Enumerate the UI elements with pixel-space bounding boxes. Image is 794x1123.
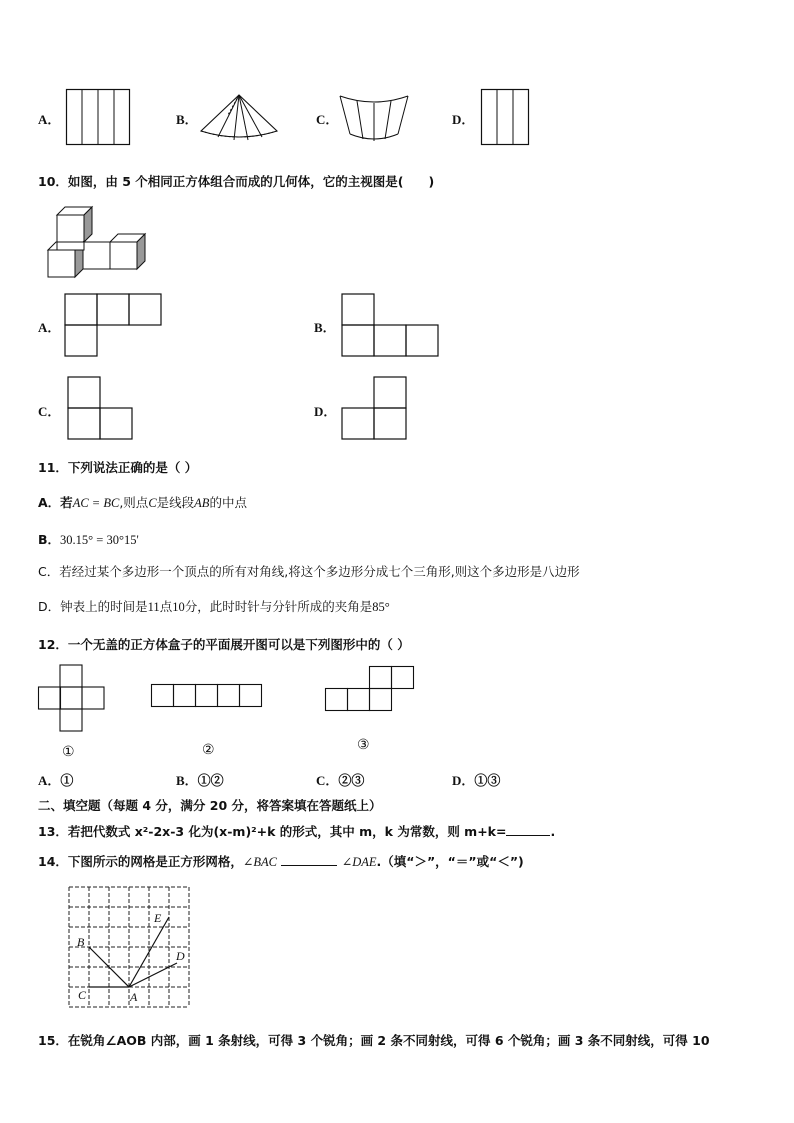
q11-a-point-c: C: [148, 496, 157, 510]
section-2-heading: 二、填空题（每题 4 分，满分 20 分，将答案填在答题纸上）: [38, 798, 382, 813]
q11-a-post: 的中点: [209, 495, 247, 510]
q14-grid-figure: [68, 886, 190, 1010]
q13-stem: 13．若把代数式 x²-2x-3 化为(x-m)²+k 的形式，其中 m，k 为常数，则 m+k=: [38, 824, 507, 839]
q12-figure-3-label: ③: [357, 738, 370, 753]
q9-option-d-label: D．: [452, 112, 475, 127]
q12-option-b: B．①②: [176, 773, 224, 788]
q14-label-a: A: [130, 990, 138, 1004]
q11-a-mid: ,则点: [119, 495, 149, 510]
q11-option-d: [38, 597, 390, 615]
q11-d-minute: 10: [172, 600, 185, 614]
q14-angle-bac: ∠BAC: [242, 855, 277, 869]
q14-answer-blank[interactable]: [281, 853, 337, 866]
q11-option-c: C．若经过某个多边形一个顶点的所有对角线,将这个多边形分成七个三角形,则这个多边形是八边形: [38, 564, 580, 579]
q14-angle-dae: ∠DAE: [341, 855, 377, 869]
q11-a-segment: AB: [194, 496, 210, 510]
q12-net-figure-2: [151, 684, 265, 708]
q12-stem: 12．一个无盖的正方体盒子的平面展开图可以是下列图形中的（ ）: [38, 637, 410, 652]
q9-option-c-label: C．: [316, 112, 339, 127]
q13-post: .: [550, 824, 556, 839]
q14-label-b: B: [77, 935, 85, 949]
q11-a-equation: AC = BC: [72, 496, 120, 510]
q11-a-mid2: 是线段: [156, 495, 195, 510]
q10-figure-d: [341, 376, 409, 440]
q9-figure-c-annulus-sector: [338, 90, 410, 144]
q10-figure-c: [67, 376, 135, 440]
q13-question: [38, 822, 555, 840]
q12-figure-2-label: ②: [202, 743, 215, 758]
q14-label-c: C: [78, 988, 87, 1002]
q11-b-expression: 30.15° = 30°15': [60, 533, 139, 547]
q11-d-mid: 点: [159, 599, 173, 614]
q11-d-post: 分，此时时针与分针所成的夹角是: [184, 599, 373, 614]
q9-figure-a-rectangles: [66, 89, 130, 145]
q13-answer-blank[interactable]: [506, 823, 550, 836]
q12-net-figure-1: [38, 664, 108, 732]
q11-option-b: [38, 530, 139, 548]
q11-stem: 11．下列说法正确的是（ ）: [38, 460, 198, 475]
q12-net-figure-3: [325, 666, 417, 714]
q14-post: .（填“＞”，“＝”或“＜”): [376, 854, 524, 869]
q11-d-angle: 85°: [372, 600, 390, 614]
q9-option-b-label: B．: [176, 112, 198, 127]
q10-figure-a: [64, 293, 164, 357]
q10-figure-b: [341, 293, 441, 357]
q10-stem: 10．如图，由 5 个相同正方体组合而成的几何体，它的主视图是( ): [38, 174, 435, 189]
q12-option-a: A．①: [38, 773, 74, 788]
q14-stem: 14．下图所示的网格是正方形网格，: [38, 854, 243, 869]
q14-label-e: E: [154, 911, 162, 925]
q14-question: [38, 852, 524, 870]
q12-option-c: C．②③: [316, 773, 365, 788]
q12-figure-1-label: ①: [62, 745, 75, 760]
q15-stem: 15．在锐角∠AOB 内部，画 1 条射线，可得 3 个锐角；画 2 条不同射线，可得 6 个锐角；画 3 条不同射线，可得 10: [38, 1033, 710, 1048]
q10-option-c-label: C．: [38, 404, 61, 419]
q11-d-hour: 11: [147, 600, 160, 614]
q9-figure-b-sector: [198, 93, 280, 143]
q12-option-d: D．①③: [452, 773, 501, 788]
q11-option-a: [38, 493, 247, 511]
q9-figure-d-rectangles: [481, 89, 529, 145]
q10-cube-solid-figure: [45, 205, 147, 279]
q11-a-prefix: A．若: [38, 495, 73, 510]
q10-option-d-label: D．: [314, 404, 337, 419]
q11-b-label: B．: [38, 532, 61, 547]
q10-option-a-label: A．: [38, 320, 61, 335]
q9-option-a-label: A．: [38, 112, 61, 127]
q11-d-prefix: D．钟表上的时间是: [38, 599, 148, 614]
q10-option-b-label: B．: [314, 320, 336, 335]
q14-label-d: D: [176, 949, 185, 963]
